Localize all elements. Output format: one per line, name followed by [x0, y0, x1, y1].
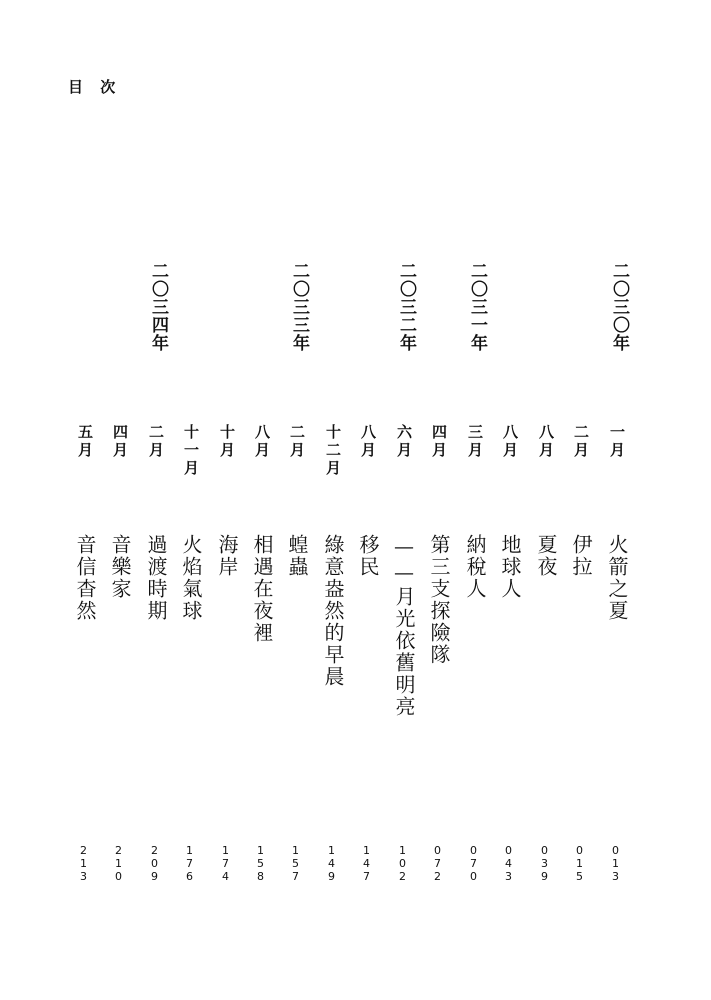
entry-title: 第三支探險隊 — [427, 534, 451, 666]
entry-month: 五月 — [76, 424, 94, 460]
year-header-2031: 二〇三一年 — [467, 262, 487, 352]
entry-title: 過渡時期 — [144, 534, 168, 622]
entry-title: 納稅人 — [463, 534, 487, 600]
entry-page-number: 157 — [289, 844, 302, 883]
entry-month: 六月 — [395, 424, 413, 460]
entry-month: 十二月 — [324, 424, 342, 478]
entry-month: 十一月 — [182, 424, 200, 478]
entry-title: 相遇在夜裡 — [250, 534, 274, 644]
entry-page-number: 210 — [112, 844, 125, 883]
entry-page-number: 158 — [254, 844, 267, 883]
entry-month: 八月 — [501, 424, 519, 460]
entry-page-number: 209 — [148, 844, 161, 883]
entry-month: 四月 — [111, 424, 129, 460]
entry-title: 音信杳然 — [73, 534, 97, 622]
entry-title: 綠意盎然的早晨 — [321, 534, 345, 688]
entry-title: 火箭之夏 — [605, 534, 629, 622]
entry-page-number: 176 — [183, 844, 196, 883]
entry-title: 音樂家 — [108, 534, 132, 600]
entry-title: 火焰氣球 — [179, 534, 203, 622]
entry-month: 三月 — [466, 424, 484, 460]
entry-page-number: 072 — [431, 844, 444, 883]
entry-title: 海岸 — [215, 534, 239, 578]
entry-page-number: 102 — [396, 844, 409, 883]
entry-page-number: 013 — [609, 844, 622, 883]
year-header-2032: 二〇三二年 — [396, 262, 416, 352]
entry-title: 地球人 — [498, 534, 522, 600]
entry-month: 二月 — [147, 424, 165, 460]
entry-page-number: 015 — [573, 844, 586, 883]
entry-month: 八月 — [253, 424, 271, 460]
entry-page-number: 174 — [219, 844, 232, 883]
entry-page-number: 043 — [502, 844, 515, 883]
entry-page-number: 070 — [467, 844, 480, 883]
entry-month: 一月 — [608, 424, 626, 460]
entry-month: 四月 — [430, 424, 448, 460]
page-heading: 目 次 — [68, 78, 122, 96]
entry-month: 八月 — [537, 424, 555, 460]
entry-title: 移民 — [356, 534, 380, 578]
year-header-2033: 二〇三三年 — [289, 262, 309, 352]
entry-page-number: 039 — [538, 844, 551, 883]
entry-page-number: 149 — [325, 844, 338, 883]
year-header-2030: 二〇三〇年 — [609, 262, 629, 352]
year-header-2034: 二〇三四年 — [148, 262, 168, 352]
entry-title: 蝗蟲 — [285, 534, 309, 578]
entry-page-number: 213 — [77, 844, 90, 883]
entry-month: 二月 — [572, 424, 590, 460]
entry-month: 二月 — [288, 424, 306, 460]
entry-month: 八月 — [359, 424, 377, 460]
entry-page-number: 147 — [360, 844, 373, 883]
entry-title: ——月光依舊明亮 — [392, 534, 416, 718]
entry-title: 夏夜 — [534, 534, 558, 578]
entry-month: 十月 — [218, 424, 236, 460]
entry-title: 伊拉 — [569, 534, 593, 578]
